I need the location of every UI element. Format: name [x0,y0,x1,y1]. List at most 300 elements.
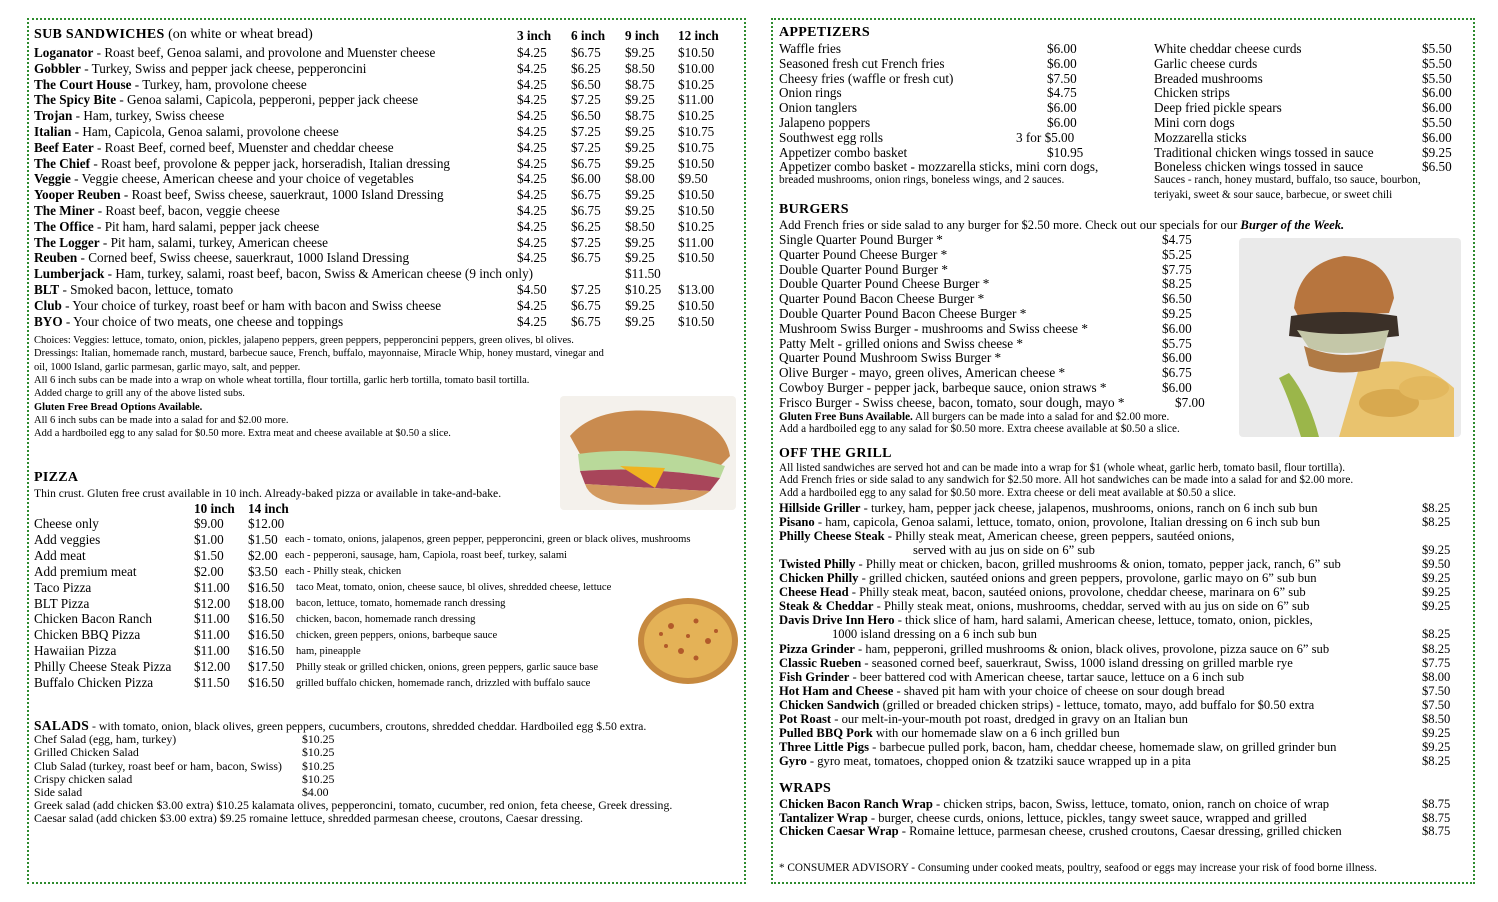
sub-price: $9.25 [625,313,655,329]
sub-sandwich-photo [560,396,736,510]
sub-price: $8.50 [625,218,655,234]
size-header: 12 inch [678,28,719,43]
sub-item [34,61,366,77]
grill-desc: 1000 island dressing on a 6 inch sub bun [832,627,1037,642]
sub-price: $7.25 [571,234,601,250]
sub-note: All 6 inch subs can be made into a wrap on whole wheat tortilla, flour tortilla, garlic herb tortilla, tomato basil tortilla. [34,374,530,386]
salads-intro: - with tomato, onion, black olives, green peppers, cucumbers, croutons, shredded cheddar. Hardboiled egg $.50 extra. [89,719,647,733]
pizza-name: Add meat [34,547,86,563]
wrap-desc: - Romaine lettuce, parmesan cheese, crushed croutons, Caesar dressing, grilled chicken [898,824,1342,839]
burger-name: Double Quarter Pound Burger * [779,261,948,277]
sub-desc: - Roast Beef, corned beef, Muenster and cheddar cheese [93,139,394,155]
sub-item [34,156,450,172]
appetizer-price: $6.00 [1047,41,1077,56]
grill-desc: - beer battered cod with American cheese, tartar sauce, lettuce on a 6 inch sub [849,669,1245,684]
appetizer-name: Waffle fries [779,41,842,56]
sub-item [34,45,435,61]
pizza-size-header: 10 inch [194,501,235,516]
sub-price: $8.00 [625,171,655,187]
grill-price: $7.75 [1422,655,1451,670]
pizza-desc: taco Meat, tomato, onion, cheese sauce, bl olives, shredded cheese, lettuce [296,582,612,594]
sub-price: $10.00 [678,60,715,76]
sub-price: $9.50 [678,171,708,187]
appetizer-price: $5.50 [1422,70,1452,86]
sub-desc: - Roast beef, Swiss cheese, sauerkraut, 1000 Island Dressing [120,187,444,203]
sub-price: $10.25 [678,108,715,124]
salad-name: Chef Salad (egg, ham, turkey) [34,732,177,746]
burger-name: Cowboy Burger - pepper jack, barbeque sauce, onion straws * [779,380,1107,395]
appetizer-price: $10.95 [1047,144,1084,160]
sub-name: Beef Eater [34,139,94,155]
pizza-price-10: $11.00 [194,579,230,595]
sub-price: $4.25 [517,234,547,250]
sub-price: $10.75 [678,139,715,155]
sub-price: $9.25 [625,124,655,139]
burger-name: Quarter Pound Cheese Burger * [779,246,948,262]
sub-name: The Miner [34,203,95,218]
sauces-note-2: teriyaki, sweet & sour sauce, barbecue, or sweet chili [1154,189,1393,201]
grill-desc: - Philly meat or chicken, bacon, grilled mushrooms & onion, tomato, pepper jack, ranch, 6” sub [855,557,1341,572]
appetizer-name: Boneless chicken wings tossed in sauce [1154,159,1364,175]
pizza-price-14: $3.50 [248,563,278,579]
sub-item [34,266,533,282]
grill-price: $8.25 [1422,515,1451,530]
sub-price: $10.25 [625,282,662,297]
combo-desc-2: breaded mushrooms, onion rings, boneless wings, and 2 sauces. [779,174,1065,187]
sub-price: $10.50 [678,45,715,60]
grill-name: Fish Grinder [779,669,850,684]
pizza-name: Add premium meat [34,563,137,579]
pizza-price-14: $16.50 [248,627,285,643]
pizza-desc: each - tomato, onions, jalapenos, green pepper, pepperoncini, green or black olives, mushrooms [285,534,691,546]
appetizer-name: Deep fried pickle spears [1154,100,1282,116]
sub-price: $4.25 [517,250,547,266]
grill-desc: - our melt-in-your-mouth pot roast, dredged in gravy on an Italian bun [831,711,1188,726]
pizza-desc: bacon, lettuce, tomato, homemade ranch dressing [296,598,506,609]
sub-item [34,235,328,251]
sub-price: $6.25 [571,60,601,76]
burger-name: Quarter Pound Bacon Cheese Burger * [779,291,985,307]
sub-desc: - Genoa salami, Capicola, pepperoni, pepper jack cheese [116,92,419,108]
grill-price: $8.25 [1422,753,1451,768]
grill-name: Hot Ham and Cheese [779,683,894,698]
sub-item [34,140,394,156]
sub-price: $6.75 [571,313,601,329]
sub-price: $4.25 [517,139,547,155]
appetizer-price: $6.00 [1047,115,1077,130]
sub-price: $6.75 [571,45,601,60]
grill-price: $9.25 [1422,599,1451,614]
wrap-desc: - burger, cheese curds, onions, lettuce, pickles, tangy sweet sauce, wrapped and grilled [867,810,1307,825]
pizza-name: Buffalo Chicken Pizza [34,675,154,690]
sub-desc: - Pit ham, hard salami, pepper jack cheese [93,218,320,234]
sub-item [34,124,339,140]
grill-name: Chicken Philly [779,571,859,586]
grill-desc: - Philly steak meat, American cheese, green peppers, sautéed onions, [884,529,1235,544]
grill-price: $8.25 [1422,641,1451,656]
pizza-desc: each - pepperoni, sausage, ham, Capiola, roast beef, turkey, salami [285,550,568,562]
sub-note: All 6 inch subs can be made into a salad for and $2.00 more. [34,414,289,426]
grill-price: $9.25 [1422,739,1451,754]
pizza-name: Philly Cheese Steak Pizza [34,659,172,675]
grill-desc: - gyro meat, tomatoes, chopped onion & tzatziki sauce wrapped up in a pita [806,753,1191,768]
pizza-desc: ham, pineapple [296,645,361,657]
burger-name: Frisco Burger - Swiss cheese, bacon, tomato, sour dough, mayo * [779,394,1125,410]
pizza-name: Add veggies [34,531,101,547]
grill-desc: (grilled or breaded chicken strips) - lettuce, tomato, mayo, add buffalo for $0.50 extra [879,697,1315,712]
grill-name: Pot Roast [779,711,832,726]
sub-price: $10.50 [678,297,715,313]
sub-price: $10.75 [678,124,715,139]
sub-price: $10.25 [678,76,715,92]
pizza-price-14: $18.00 [248,595,285,611]
pizza-title: PIZZA [34,470,79,485]
appetizer-price: $9.25 [1422,144,1452,160]
sub-name: Veggie [34,171,71,187]
sub-price: $11.00 [678,234,714,250]
appetizer-name: Mini corn dogs [1154,115,1235,130]
burger-name: Quarter Pound Mushroom Swiss Burger * [779,350,1002,366]
sub-price: $10.50 [678,250,715,266]
appetizer-name: Mozzarella sticks [1154,129,1247,145]
burger-price: $6.00 [1162,350,1192,366]
appetizer-price: $6.00 [1422,129,1452,145]
wrap-desc: - chicken strips, bacon, Swiss, lettuce, tomato, onion, ranch on choice of wrap [932,797,1330,811]
sub-desc: - Corned beef, Swiss cheese, sauerkraut, 1000 Island Dressing [77,250,410,266]
appetizer-price: $5.50 [1422,115,1452,130]
salads-title: SALADS [34,718,90,733]
sub-note: Add a hardboiled egg to any salad for $0.50 more. Extra meat and cheese available at $0.50 a slice. [34,428,451,440]
sub-name: Club [34,297,62,313]
grill-desc: - ham, capicola, Genoa salami, lettuce, tomato, onion, provolone, Italian dressing on 6 inch sub bun [814,515,1321,530]
pizza-name: Chicken BBQ Pizza [34,627,141,643]
grill-name: Pulled BBQ Pork [779,725,873,740]
burger-price: $6.75 [1162,365,1192,381]
sub-price: $9.25 [625,92,655,108]
grill-name: Pizza Grinder [779,641,855,656]
burger-name: Patty Melt - grilled onions and Swiss cheese * [779,335,1023,351]
salad-extra: Caesar salad (add chicken $3.00 extra) $9.25 romaine lettuce, shredded parmesan cheese, croutons, Caesar dressing. [34,811,584,826]
pizza-price-10: $11.00 [194,627,230,643]
pizza-price-14: $16.50 [248,643,285,659]
sub-price: $6.50 [571,108,601,124]
grill-desc: served with au jus on side on 6” sub [913,543,1095,558]
pizza-price-10: $11.00 [194,643,230,659]
sub-desc: - Your choice of turkey, roast beef or ham with bacon and Swiss cheese [61,297,442,313]
wrap-name: Chicken Caesar Wrap [779,824,899,839]
sub-name: BYO [34,313,63,329]
size-header: 6 inch [571,28,606,43]
sub-price: $7.25 [571,92,601,108]
burger-name: Double Quarter Pound Bacon Cheese Burger * [779,306,1027,321]
sub-price: $4.25 [517,297,547,313]
pizza-desc: Philly steak or grilled chicken, onions, green peppers, garlic sauce base [296,661,599,673]
pizza-price-14: $16.50 [248,611,285,627]
grill-price: $7.50 [1422,683,1451,698]
salad-name: Side salad [34,785,83,800]
salad-name: Club Salad (turkey, roast beef or ham, bacon, Swiss) [34,758,282,773]
wrap-name: Chicken Bacon Ranch Wrap [779,797,933,811]
sub-name: Lumberjack [34,266,105,282]
grill-desc: - Philly steak meat, onions, mushrooms, cheddar, served with au jus on side on 6” sub [873,599,1310,614]
grill-desc: - thick slice of ham, hard salami, American cheese, lettuce, tomato, onion, pickles, [894,613,1313,628]
grill-price: $8.25 [1422,627,1451,642]
burger-price: $7.75 [1162,261,1192,277]
burger-name: Single Quarter Pound Burger * [779,232,943,247]
sub-price: $4.25 [517,124,547,139]
sub-price: $4.25 [517,60,547,76]
burger-price: $5.75 [1162,335,1192,351]
grill-name: Steak & Cheddar [779,599,874,614]
subs-subtitle: (on white or wheat bread) [168,27,313,42]
pizza-price-10: $9.00 [194,516,224,531]
pizza-price-14: $2.00 [248,547,278,563]
sub-price: $6.25 [571,218,601,234]
sauces-note: Sauces - ranch, honey mustard, buffalo, tso sauce, bourbon, [1154,174,1421,187]
salad-price: $10.25 [302,771,335,786]
sub-desc: - Turkey, Swiss and pepper jack cheese, pepperoncini [80,60,367,76]
sub-price: $6.00 [571,171,601,187]
appetizer-price: $6.00 [1422,85,1452,101]
pizza-price-14: $1.50 [248,531,278,547]
sub-price: $11.50 [625,266,661,282]
sub-note: Choices: Veggies: lettuce, tomato, onion, pickles, jalapeno peppers, green peppers, pepperoncini peppers, green olives, bl olives. [34,335,574,346]
pizza-desc: each - Philly steak, chicken [285,566,402,578]
sub-price: $8.75 [625,76,655,92]
salad-extra: Greek salad (add chicken $3.00 extra) $10.25 kalamata olives, pepperoncini, tomato, cucumber, red onion, feta cheese, Greek dressing. [34,798,673,812]
sub-desc: - Turkey, ham, provolone cheese [131,76,307,92]
grill-desc: with our homemade slaw on a 6 inch grilled bun [872,725,1120,740]
pizza-price-10: $2.00 [194,563,224,579]
appetizer-name: Garlic cheese curds [1154,55,1258,71]
sub-desc: - Pit ham, salami, turkey, American cheese [99,234,328,250]
grill-price: $9.50 [1422,557,1451,572]
pizza-name: Hawaiian Pizza [34,643,117,659]
grill-desc: - turkey, ham, pepper jack cheese, jalapenos, mushrooms, onions, ranch on 6 inch sub bun [860,501,1318,515]
salad-price: $10.25 [302,758,335,773]
sub-price: $13.00 [678,282,715,297]
sub-price: $4.25 [517,76,547,92]
combo-desc: Appetizer combo basket - mozzarella sticks, mini corn dogs, [779,159,1099,175]
appetizer-name: Chicken strips [1154,85,1230,101]
sub-item [34,298,441,314]
pizza-name: BLT Pizza [34,595,90,611]
appetizer-name: Seasoned fresh cut French fries [779,55,945,71]
grill-name: Classic Rueben [779,655,862,670]
burger-name: Mushroom Swiss Burger - mushrooms and Swiss cheese * [779,320,1088,336]
appetizer-price: $5.50 [1422,41,1452,56]
sub-price: $9.25 [625,297,655,313]
sub-price: $10.50 [678,155,715,171]
sub-price: $9.25 [625,234,655,250]
sub-item [34,77,307,93]
sub-price: $6.75 [571,250,601,266]
appetizer-name: Cheesy fries (waffle or fresh cut) [779,70,954,86]
burger-price: $5.25 [1162,246,1192,262]
burgers-intro [779,218,1344,233]
grill-price: $7.50 [1422,697,1451,712]
consumer-advisory: * CONSUMER ADVISORY - Consuming under cooked meats, poultry, seafood or eggs may increase your risk of food borne illness. [779,862,1377,874]
sub-price: $9.25 [625,45,655,60]
sub-price: $9.25 [625,203,655,218]
sub-price: $9.25 [625,155,655,171]
pizza-price-10: $11.50 [194,675,230,690]
grill-name: Gyro [779,753,807,768]
pizza-name: Chicken Bacon Ranch [34,611,152,627]
sub-name: The Chief [34,155,91,171]
grill-price: $9.25 [1422,725,1451,740]
subs-title: SUB SANDWICHES [34,27,165,42]
salad-price: $10.25 [302,745,335,760]
sub-name: The Office [34,218,94,234]
appetizer-name: Onion rings [779,85,842,101]
grill-desc: - grilled chicken, sautéed onions and green peppers, provolone, garlic mayo on 6” sub bun [858,571,1317,586]
sub-item [34,219,319,235]
sub-name: Loganator [34,45,94,60]
pizza-price-14: $12.00 [248,516,285,531]
pizza-name: Cheese only [34,516,99,531]
pizza-size-header: 14 inch [248,501,289,516]
grill-note: Add French fries or side salad to any sandwich for $2.50 more. All hot sandwiches can be made into a salad for and $2.00 more. [779,474,1354,487]
gluten-free-buns [779,411,1169,424]
grill-desc: - Philly steak meat, bacon, sautéed onions, provolone, cheddar cheese, marinara on 6” sub [848,585,1306,600]
appetizer-name: Breaded mushrooms [1154,70,1263,86]
sub-desc: - Roast beef, Genoa salami, and provolone and Muenster cheese [93,45,436,60]
sub-desc: - Ham, turkey, Swiss cheese [72,108,225,124]
salad-name: Grilled Chicken Salad [34,745,139,760]
pizza-price-10: $12.00 [194,595,231,611]
sub-item [34,282,233,298]
sub-desc: - Your choice of two meats, one cheese and toppings [62,313,344,329]
sub-price: $11.00 [678,92,714,108]
pizza-price-10: $1.00 [194,531,224,547]
pizza-price-14: $16.50 [248,675,285,690]
salad-price: $10.25 [302,732,335,746]
sub-price: $8.50 [625,60,655,76]
sub-name: BLT [34,282,60,297]
pizza-desc: grilled buffalo chicken, homemade ranch, drizzled with buffalo sauce [296,677,591,689]
pizza-desc: chicken, green peppers, onions, barbeque sauce [296,629,498,641]
sub-item [34,171,414,187]
sub-price: $4.25 [517,108,547,124]
grill-name: Philly Cheese Steak [779,529,885,544]
grill-name: Cheese Head [779,585,849,600]
sub-desc: - Ham, Capicola, Genoa salami, provolone cheese [71,124,339,139]
sub-name: Reuben [34,250,78,266]
sub-desc: - Smoked bacon, lettuce, tomato [59,282,234,297]
appetizer-price: $6.00 [1047,100,1077,116]
grill-price: $9.25 [1422,585,1451,600]
grill-name: Twisted Philly [779,557,856,572]
grill-name: Davis Drive Inn Hero [779,613,895,628]
sub-note: Added charge to grill any of the above listed subs. [34,388,245,400]
size-header: 9 inch [625,28,660,43]
sub-item [34,314,343,330]
grill-price: $9.25 [1422,543,1451,558]
burger-price: $6.00 [1162,380,1192,395]
sub-price: $9.25 [625,187,655,203]
sub-name: Yooper Reuben [34,187,121,203]
burger-price: $7.00 [1175,394,1205,410]
sub-price: $4.25 [517,203,547,218]
appetizer-name: White cheddar cheese curds [1154,41,1302,56]
appetizer-name: Southwest egg rolls [779,129,884,145]
sub-price: $6.75 [571,297,601,313]
pizza-photo [636,596,740,686]
appetizer-price: $7.50 [1047,70,1077,86]
sub-desc: - Roast beef, bacon, veggie cheese [94,203,280,218]
appetizer-name: Jalapeno poppers [779,115,871,130]
grill-item [779,753,1191,769]
sub-price: $8.75 [625,108,655,124]
sub-note: oil, 1000 Island, garlic parmesan, garlic mayo, salt, and pepper. [34,361,301,373]
grill-desc: - shaved pit ham with your choice of cheese on sour dough bread [893,683,1225,698]
sub-price: $10.50 [678,187,715,203]
grill-title: OFF THE GRILL [779,446,892,461]
burgers-title: BURGERS [779,202,849,217]
grill-note: All listed sandwiches are served hot and can be made into a wrap for $1 (whole wheat, garlic herb, tomato basil, flour tortilla). [779,462,1346,474]
sub-item [34,250,409,266]
sub-price: $4.25 [517,187,547,203]
grill-price: $8.50 [1422,711,1451,726]
sub-price: $4.50 [517,282,547,297]
appetizer-name: Appetizer combo basket [779,144,908,160]
sub-price: $10.50 [678,313,715,329]
sub-item [34,187,444,203]
sub-price: $4.25 [517,171,547,187]
salad-price: $4.00 [302,785,329,800]
sub-price: $6.75 [571,187,601,203]
sub-item [34,203,280,219]
sub-name: The Spicy Bite [34,92,117,108]
burger-of-week: Burger of the Week. [1240,218,1345,232]
appetizer-price: $6.50 [1422,159,1452,175]
appetizer-price: 3 for $5.00 [1016,129,1075,145]
sub-price: $10.25 [678,218,715,234]
sub-price: $9.25 [625,139,655,155]
wrap-price: $8.75 [1422,797,1451,811]
pizza-intro: Thin crust. Gluten free crust available in 10 inch. Already-baked pizza or available in take-and-bake. [34,487,502,500]
appetizer-name: Traditional chicken wings tossed in sauce [1154,144,1374,160]
grill-desc: - ham, pepperoni, grilled mushrooms & onion, black olives, provolone, pizza sauce on 6” sub [854,641,1330,656]
sub-price: $6.50 [571,76,601,92]
burger-price: $9.25 [1162,306,1192,321]
sub-price: $7.25 [571,282,601,297]
subs-header [34,27,313,43]
grill-price: $8.00 [1422,669,1451,684]
wrap-price: $8.75 [1422,810,1451,825]
grill-price: $8.25 [1422,501,1451,515]
grill-note: Add a hardboiled egg to any salad for $0.50 more. Extra cheese or deli meat available at $0.50 a slice. [779,486,1236,499]
sub-desc: - Veggie cheese, American cheese and your choice of vegetables [70,171,414,187]
sub-price: $4.25 [517,313,547,329]
sub-desc: - Roast beef, provolone & pepper jack, horseradish, Italian dressing [90,155,451,171]
gluten-free-buns-label: Gluten Free Buns Available. [779,410,913,423]
sub-name: Trojan [34,108,73,124]
pizza-price-14: $16.50 [248,579,285,595]
burger-price: $4.75 [1162,232,1192,247]
sub-price: $7.25 [571,124,601,139]
grill-desc: - seasoned corned beef, sauerkraut, Swiss, 1000 island dressing on grilled marble rye [861,655,1293,670]
burger-note: Add a hardboiled egg to any salad for $0.50 more. Extra cheese available at $0.50 a slice. [779,423,1180,436]
burger-price: $8.25 [1162,276,1192,292]
appetizer-price: $6.00 [1422,100,1452,116]
grill-name: Pisano [779,515,815,530]
wrap-item [779,823,1342,839]
burger-price: $6.00 [1162,320,1192,336]
burger-name: Olive Burger - mayo, green olives, American cheese * [779,365,1066,381]
sub-name: Italian [34,124,72,139]
